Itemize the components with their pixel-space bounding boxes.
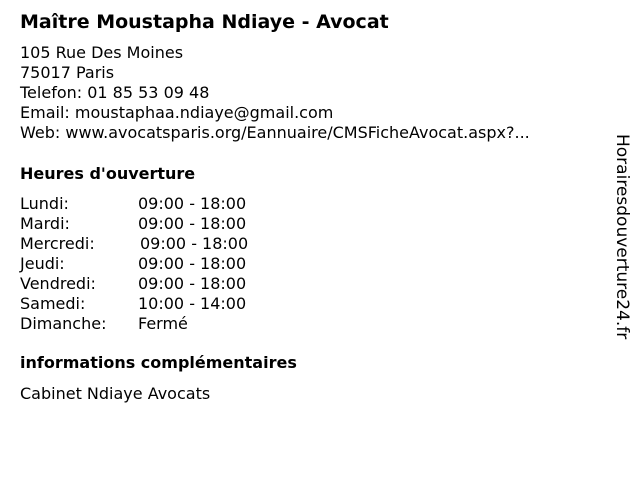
hours-row-mardi	[20, 214, 320, 234]
hours-row-mercredi	[20, 234, 320, 254]
hours-row-samedi	[20, 294, 320, 314]
day-label: Mardi:	[20, 214, 70, 233]
time-value: 09:00 - 18:00	[138, 194, 247, 213]
time-value: 10:00 - 14:00	[138, 294, 247, 313]
day-label: Lundi:	[20, 194, 69, 213]
day-label: Vendredi:	[20, 274, 96, 293]
time-value: 09:00 - 18:00	[140, 234, 249, 253]
opening-hours-heading: Heures d'ouverture	[20, 164, 196, 183]
hours-row-lundi	[20, 194, 320, 214]
time-value: 09:00 - 18:00	[138, 214, 247, 233]
time-value: Fermé	[138, 314, 188, 333]
page-title: Maître Moustapha Ndiaye - Avocat	[20, 11, 389, 33]
additional-info-heading: informations complémentaires	[20, 353, 297, 372]
phone-line: Telefon: 01 85 53 09 48	[20, 83, 210, 102]
web-line: Web: www.avocatsparis.org/Eannuaire/CMSFicheAvocat.aspx?...	[20, 123, 530, 142]
email-line: Email: moustaphaa.ndiaye@gmail.com	[20, 103, 334, 122]
hours-row-vendredi	[20, 274, 320, 294]
contact-block	[20, 43, 530, 143]
day-label: Mercredi:	[20, 234, 95, 253]
time-value: 09:00 - 18:00	[138, 274, 247, 293]
opening-hours-table	[20, 194, 320, 334]
address-city: 75017 Paris	[20, 63, 115, 82]
hours-row-dimanche	[20, 314, 320, 334]
brand-watermark: Horairesdouverture24.fr	[612, 134, 632, 340]
address-street: 105 Rue Des Moines	[20, 43, 184, 62]
day-label: Samedi:	[20, 294, 86, 313]
additional-info-text: Cabinet Ndiaye Avocats	[20, 384, 211, 403]
hours-row-jeudi	[20, 254, 320, 274]
day-label: Dimanche:	[20, 314, 107, 333]
day-label: Jeudi:	[20, 254, 65, 273]
time-value: 09:00 - 18:00	[138, 254, 247, 273]
